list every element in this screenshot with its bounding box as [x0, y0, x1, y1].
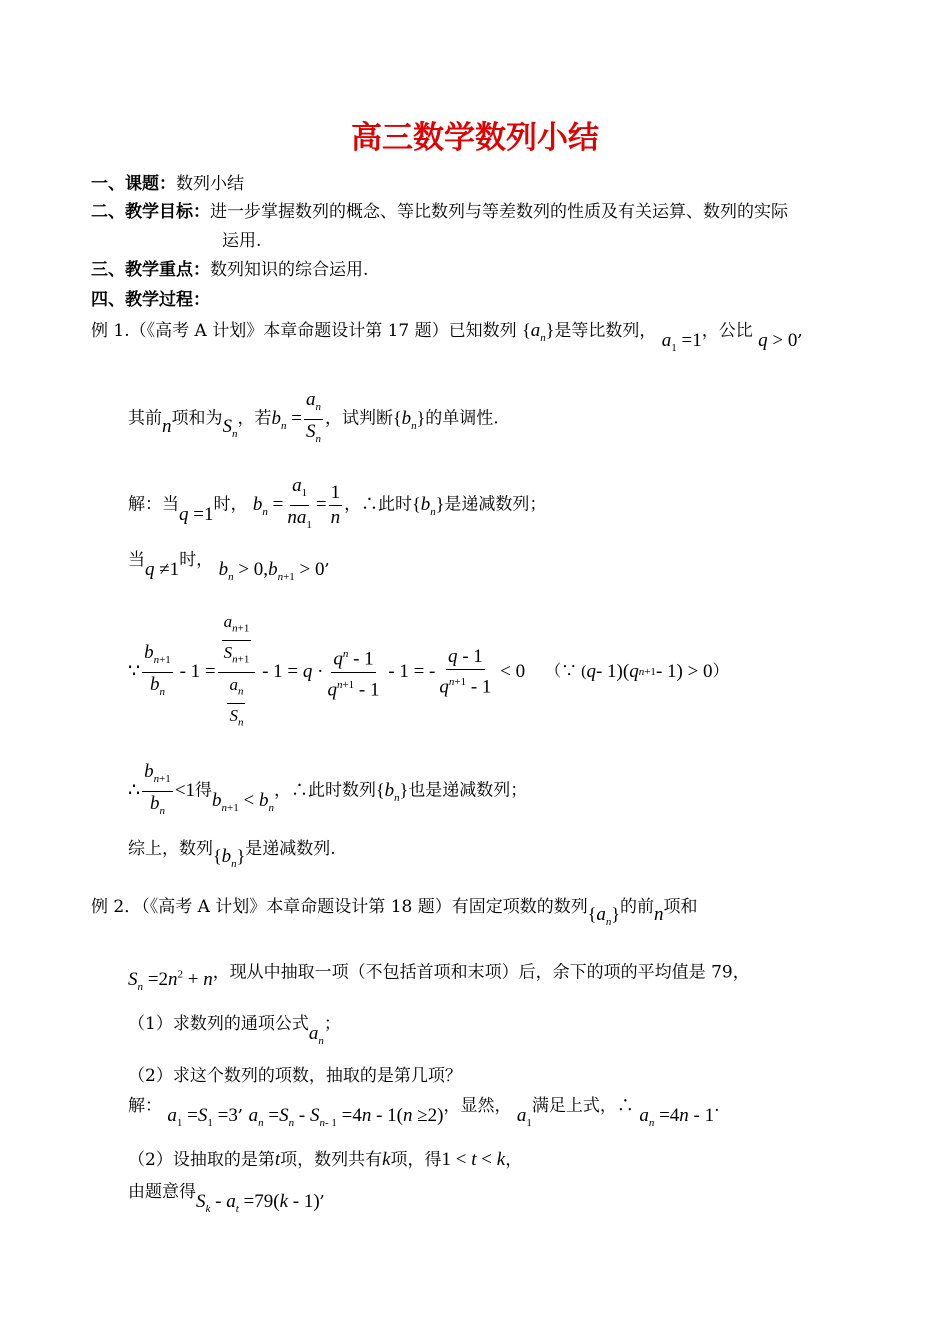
- sol1-thus: ，∴此时: [344, 494, 413, 515]
- sol2-pre: 当: [128, 550, 145, 570]
- solution1-line3: [128, 612, 729, 732]
- solution1-line1: [128, 474, 546, 537]
- formula-bn1-lt-bn: $b_{n+1} < b_n$: [212, 789, 274, 814]
- formula-bn-set: $\{b_n\}$: [392, 407, 426, 432]
- formula-bn-positive: $b_n > 0,b_{n+1} > 0$: [218, 559, 325, 583]
- formula-Sn: $S_n$: [222, 415, 238, 440]
- formula-q-eq-1: q =1: [179, 503, 214, 525]
- if-text: ，若: [237, 408, 272, 429]
- section-goal: [91, 200, 788, 224]
- solution1-line2: 当q ≠1时， $b_n > 0,b_{n+1} > 0$,: [128, 550, 330, 583]
- formula-a1: $a_1$: [516, 1105, 532, 1129]
- sol1-pre: 解：当: [128, 494, 179, 515]
- example2-intro-end: 项和: [663, 897, 698, 917]
- p2-post: 项，得: [390, 1150, 442, 1170]
- q1-text: （1）求数列的通项公式: [128, 1014, 309, 1034]
- example2-intro-mid: 的前: [620, 897, 655, 917]
- sum-mid-text: 项和为: [171, 408, 223, 429]
- sol4-get: 得: [195, 780, 213, 801]
- formula-bn-set-2: $\{b_n\}$: [412, 493, 445, 518]
- formula-bn-set-3: $\{b_n\}$: [375, 779, 409, 804]
- topic-label: 一、课题：: [91, 174, 176, 194]
- formula-k: k: [382, 1149, 391, 1170]
- conclusion-pre: 综上，数列: [128, 839, 213, 859]
- sol-fits: 满足上式，∴: [531, 1096, 634, 1116]
- formula-ratio-lt-1: ∴ $\frac{b_{n+1}}{b_n}$ <1: [128, 761, 196, 817]
- formula-t: t: [274, 1149, 281, 1170]
- sol-clear: ，显然，: [443, 1096, 512, 1116]
- example2-line2-text: ，现从中抽取一项（不包括首项和末项）后，余下的项的平均值是 79，: [212, 962, 750, 983]
- formula-q-gt-0: q > 0: [758, 330, 798, 351]
- formula-q-neq-1: q ≠1: [145, 559, 180, 580]
- sol-label: 解：: [128, 1096, 162, 1116]
- example1-intro-line: 例 1.（《高考 A 计划》本章命题设计第 17 题）已知数列 $\{a_n\}$是等比数列， $a_1 =1$，公比 q > 0,: [91, 320, 803, 354]
- example2-intro-line: [91, 894, 698, 926]
- page-title: 高三数学数列小结: [351, 120, 599, 156]
- formula-1-lt-t-lt-k: 1 < t < k: [441, 1149, 506, 1170]
- example1-geo-text: 是等比数列，: [554, 321, 657, 341]
- sum-pre-text: 其前: [128, 408, 162, 429]
- judge-text: ，试判断: [324, 408, 393, 429]
- p3-pre: 由题意得: [128, 1182, 196, 1202]
- example2-q1: [128, 1012, 341, 1047]
- sol4-dec: 也是递减数列；: [408, 780, 528, 801]
- focus-label: 三、教学重点：: [91, 260, 210, 280]
- sol4-thus: ，∴此时数列: [273, 780, 376, 801]
- formula-an: $a_n$: [308, 1023, 324, 1047]
- example2-line2: [128, 955, 750, 994]
- solution1-conclusion: [128, 836, 336, 868]
- formula-Sk-at: $S_k - a_t =79(k - 1)$: [196, 1191, 320, 1215]
- formula-an-diff: $a_n =S_n - S_{n- 1} =4n - 1(n \ge 2)$: [248, 1105, 444, 1129]
- goal-text-1: 进一步掌握数列的概念、等比数列与等差数列的性质及有关运算、数列的实际: [210, 202, 788, 222]
- sol1-when: 时，: [213, 494, 248, 515]
- mono-text: 的单调性.: [425, 408, 499, 429]
- sol2-when: 时，: [179, 550, 214, 570]
- goal-label: 二、教学目标：: [91, 202, 210, 222]
- topic-text: 数列小结: [176, 174, 244, 194]
- example2-part2-line1: （2）设抽取的是第t项，数列共有k项，得1 < t < k，: [128, 1149, 523, 1170]
- formula-an-set-2: $\{a_n\}$: [587, 904, 621, 928]
- q1-end: ；: [323, 1014, 341, 1034]
- process-label: 四、教学过程：: [91, 290, 210, 310]
- solution1-line4: [128, 760, 527, 823]
- example2-solution-line1: 解： $a_1 =S_1 =3$, $a_n =S_n - S_{n- 1} =4n - 1(n \ge 2)$，显然， $a_1$满足上式，∴ $a_n =4n - 1$.: [128, 1096, 720, 1129]
- formula-an-set: $\{a_n\}$: [522, 320, 555, 344]
- section-focus: [91, 258, 368, 282]
- formula-an-result: $a_n =4n - 1$: [639, 1105, 715, 1129]
- example1-ratio-text: ，公比: [701, 321, 753, 341]
- goal-text-2: 运用.: [222, 231, 262, 251]
- formula-bn-def: $b_n$ = $\frac{a_n}{S_n}$: [271, 389, 321, 445]
- example2-part2-line2: 由题意得$S_k - a_t =79(k - 1)$,: [128, 1182, 326, 1215]
- formula-bn-set-4: $\{b_n\}$: [213, 846, 246, 870]
- formula-Sn-def: $S_n =2n^2 + n$: [128, 969, 213, 994]
- example2-intro: 例 2．（《高考 A 计划》本章命题设计第 18 题）有固定项数的数列: [91, 897, 588, 917]
- example1-intro: 例 1.（《高考 A 计划》本章命题设计第 17 题）已知数列: [91, 321, 517, 341]
- formula-a1-S1: $a_1 =S_1 =3$: [167, 1105, 238, 1129]
- formula-ratio-derivation: ∵ $b_{n+1}$ $b_n$ - 1 = $\frac{a_{n+1}}{S_{n+1}}$ $\frac{a_n}{S_n}$ - 1 = q · $q^n - 1$ $q^{n+1} - 1$ - 1 = - q - 1 $q^{n+1} - 1$ < 0 （∵ ( q - 1)( q n+1 - 1) > 0 ）: [128, 611, 729, 729]
- formula-n-2: n: [654, 904, 664, 925]
- p2-pre: （2）设抽取的是第: [128, 1150, 275, 1170]
- example2-q2: （2）求这个数列的项数，抽取的是第几项？: [128, 1066, 462, 1086]
- formula-bn-case1: $b_n$ = $\frac{a_1}{na_1}$ = $\frac{1}{n}$: [252, 475, 341, 531]
- section-topic: [91, 172, 244, 196]
- conclusion-post: 是递减数列.: [245, 839, 336, 859]
- p2-mid: 项，数列共有: [280, 1150, 383, 1170]
- formula-n: n: [162, 415, 172, 437]
- focus-text: 数列知识的综合运用.: [210, 260, 369, 280]
- sol1-dec: 是递减数列；: [444, 494, 547, 515]
- formula-a1-eq-1: $a_1 =1$: [661, 330, 702, 354]
- example1-line2: [128, 388, 499, 451]
